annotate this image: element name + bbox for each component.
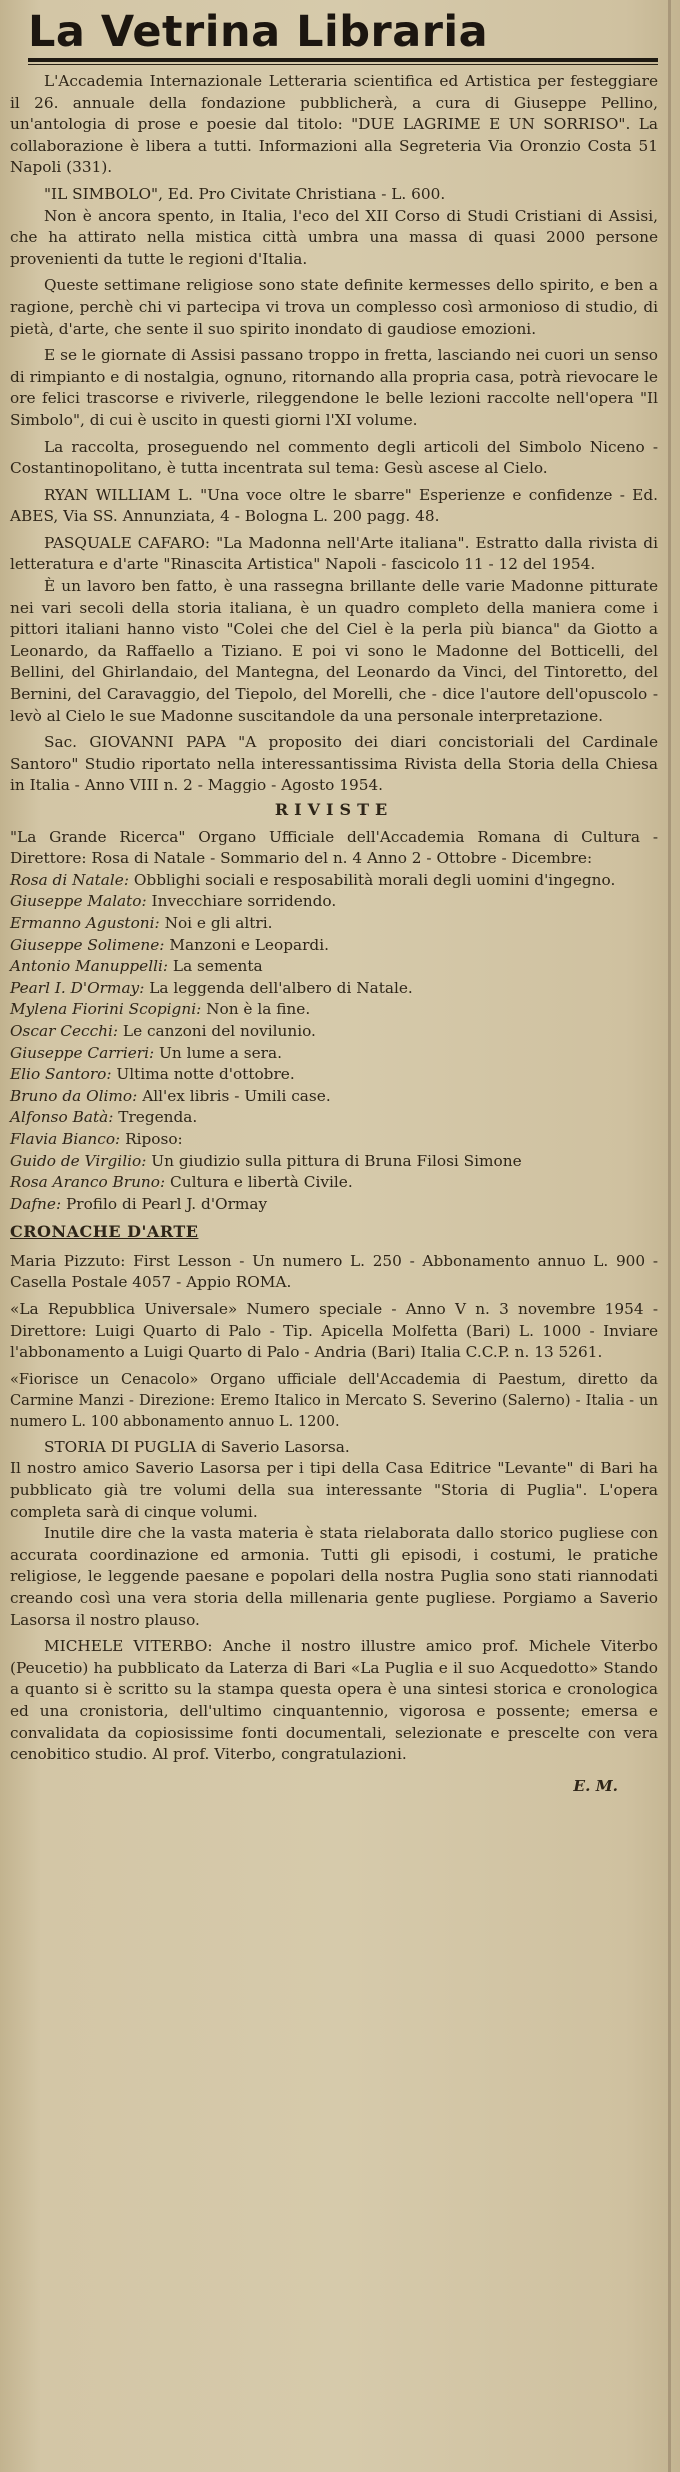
riviste-entry: [10, 1151, 658, 1173]
riviste-entry-author: Elio Santoro:: [10, 1065, 112, 1084]
accademia-paragraph: L'Accademia Internazionale Letteraria scientifica ed Artistica per festeggiare il 26. annuale della fondazione pubblicherà, a cura di Giuseppe Pellino, un'antologia di prose e poesie dal titolo: "DUE LAGRIME E UN SORRISO". La collaborazione è libera a tutti. Informazioni alla Segreteria Via Oronzio Costa 51 Napoli (331).: [10, 72, 658, 177]
riviste-entry-author: Dafne:: [10, 1194, 62, 1213]
riviste-entry-author: Bruno da Olimo:: [10, 1086, 138, 1105]
simbolo-paragraph-2: Queste settimane religiose sono state definite kermesses dello spirito, e ben a ragione, perchè chi vi partecipa vi trova un complesso così armonioso di studio, di pietà, d'arte, che sente il suo spirito inondato di gaudiose emozioni.: [10, 276, 658, 338]
riviste-entry-author: Oscar Cecchi:: [10, 1021, 119, 1040]
riviste-entry-author: Alfonso Batà:: [10, 1108, 114, 1127]
puglia-paragraph-2: Inutile dire che la vasta materia è stata rielaborata dallo storico pugliese con accurata coordinazione ed armonia. Tutti gli episodi, i costumi, le pratiche religiose, le leggende paesane e popolari della nostra Puglia sono stati riannodati creando così una vera storia della millenaria gente pugliese. Porgiamo a Saverio Lasorsa il nostro plauso.: [10, 1524, 658, 1629]
riviste-entry: [10, 1086, 658, 1108]
riviste-entry-author: Ermanno Agustoni:: [10, 913, 160, 932]
riviste-entry: [10, 1194, 658, 1216]
viterbo-paragraph: MICHELE VITERBO: Anche il nostro illustre amico prof. Michele Viterbo (Peucetio) ha pubblicato da Laterza di Bari «La Puglia e il suo Acquedotto» Stando a quanto si è scritto su la stampa questa opera è una sintesi storica e cronologica ed una cronistoria, dell'ultimo cinquantennio, vigorosa e possente; emersa e convalidata da copiosissime fonti documentali, selezionate e prescelte con vera cenobitico studio. Al prof. Viterbo, congratulazioni.: [10, 1637, 658, 1764]
riviste-entry-author: Rosa Aranco Bruno:: [10, 1173, 166, 1192]
riviste-entry: [10, 913, 658, 935]
riviste-entry: [10, 935, 658, 957]
riviste-entry: [10, 1064, 658, 1086]
riviste-entry-title: Manzoni e Leopardi.: [169, 935, 329, 954]
pizzuto-entry: Maria Pizzuto: First Lesson - Un numero L. 250 - Abbonamento annuo L. 900 - Casella Postale 4057 - Appio ROMA.: [10, 1251, 658, 1292]
riviste-entry: [10, 1107, 658, 1129]
riviste-entry: [10, 891, 658, 913]
signature: E. M.: [573, 1776, 618, 1795]
riviste-entry-title: Noi e gli altri.: [164, 913, 273, 932]
riviste-entry: [10, 999, 658, 1021]
masthead-title: La Vetrina Libraria: [28, 7, 489, 57]
riviste-intro: "La Grande Ricerca" Organo Ufficiale dell'Accademia Romana di Cultura - Direttore: Rosa di Natale - Sommario del n. 4 Anno 2 - Ottobre - Dicembre:: [10, 827, 658, 868]
cafaro-title: PASQUALE CAFARO: "La Madonna nell'Arte italiana". Estratto dalla rivista di letteratura e d'arte "Rinascita Artistica" Napoli - fascicolo 11 - 12 del 1954.: [10, 533, 658, 574]
riviste-entry-title: Obblighi sociali e resposabilità morali degli uomini d'ingegno.: [133, 870, 616, 889]
puglia-title: STORIA DI PUGLIA di Saverio Lasorsa.: [44, 1437, 350, 1456]
simbolo-title: "IL SIMBOLO", Ed. Pro Civitate Christiana - L. 600.: [44, 184, 446, 203]
riviste-entry-title: Un giudizio sulla pittura di Bruna Filosi Simone: [151, 1151, 522, 1170]
simbolo-paragraph-3: E se le giornate di Assisi passano troppo in fretta, lasciando nei cuori un senso di rimpianto e di nostalgia, ognuno, ritornando alla propria casa, potrà rievocare le ore felici trascorse e riviverle, rileggendone le belle lezioni raccolte nell'opera "Il Simbolo", di cui è uscito in questi giorni l'XI volume.: [10, 346, 658, 429]
cafaro-paragraph: È un lavoro ben fatto, è una rassegna brillante delle varie Madonne pitturate nei vari secoli della storia italiana, è un quadro completo della maniera come i pittori italiani hanno visto "Colei che del Ciel è la perla più bianca" da Giotto a Leonardo, da Raffaello a Tiziano. E poi vi sono le Madonne del Botticelli, del Bellini, del Ghirlandaio, del Mantegna, del Leonardo da Vinci, del Tintoretto, del Bernini, del Caravaggio, del Tiepolo, del Morelli, che - dice l'autore dell'opuscolo - levò al Cielo le sue Madonne suscitandole da una personale interpretazione.: [10, 577, 658, 725]
riviste-entry: [10, 1129, 658, 1151]
riviste-entry-author: Antonio Manuppelli:: [10, 957, 169, 976]
masthead-rule-thin: [28, 64, 658, 65]
riviste-entry-author: Flavia Bianco:: [10, 1129, 121, 1148]
masthead-rule-thick: [28, 58, 658, 62]
riviste-entry-author: Guido de Virgilio:: [10, 1151, 147, 1170]
riviste-entry-title: La leggenda dell'albero di Natale.: [149, 978, 413, 997]
riviste-entry: [10, 1043, 658, 1065]
simbolo-paragraph-1: Non è ancora spento, in Italia, l'eco del XII Corso di Studi Cristiani di Assisi, che ha attirato nella mistica città umbra una massa di quasi 2000 persone provenienti da tutte le regioni d'Italia.: [10, 206, 658, 268]
riviste-entry-title: Cultura e libertà Civile.: [170, 1173, 353, 1192]
papa-review: Sac. GIOVANNI PAPA "A proposito dei diari concistoriali del Cardinale Santoro" Studio riportato nella interessantissima Rivista della Storia della Chiesa in Italia - Anno VIII n. 2 - Maggio - Agosto 1954.: [10, 733, 658, 795]
page-edge-line: [668, 0, 671, 2472]
riviste-entry-author: Rosa di Natale:: [10, 870, 129, 889]
riviste-entry-title: Le canzoni del novilunio.: [122, 1021, 316, 1040]
riviste-entry-author: Giuseppe Malato:: [10, 892, 147, 911]
riviste-entry-title: Non è la fine.: [206, 1000, 311, 1019]
riviste-list: [10, 870, 658, 1216]
riviste-entry: [10, 870, 658, 892]
repubblica-entry: «La Repubblica Universale» Numero speciale - Anno V n. 3 novembre 1954 - Direttore: Luigi Quarto di Palo - Tip. Apicella Molfetta (Bari) L. 1000 - Inviare l'abbonamento a Luigi Quarto di Palo - Andria (Bari) Italia C.C.P. n. 13 5261.: [10, 1300, 658, 1362]
riviste-entry: [10, 1021, 658, 1043]
riviste-entry-author: Giuseppe Carrieri:: [10, 1043, 155, 1062]
riviste-entry-title: La sementa: [172, 957, 263, 976]
cronache-heading: CRONACHE D'ARTE: [10, 1222, 199, 1242]
riviste-entry-title: Profilo di Pearl J. d'Ormay: [65, 1194, 268, 1213]
riviste-heading: RIVISTE: [274, 800, 394, 819]
puglia-paragraph-1: Il nostro amico Saverio Lasorsa per i tipi della Casa Editrice "Levante" di Bari ha pubblicato già tre volumi della sua interessante "Storia di Puglia". L'opera completa sarà di cinque volumi.: [10, 1459, 658, 1521]
riviste-entry: [10, 978, 658, 1000]
riviste-entry-author: Mylena Fiorini Scopigni:: [10, 1000, 202, 1019]
article-body: [10, 71, 658, 1797]
riviste-entry-title: Tregenda.: [118, 1108, 198, 1127]
riviste-entry-title: All'ex libris - Umili case.: [142, 1086, 331, 1105]
riviste-entry-author: Pearl I. D'Ormay:: [10, 978, 145, 997]
riviste-entry: [10, 1172, 658, 1194]
riviste-entry: [10, 956, 658, 978]
riviste-entry-title: Invecchiare sorridendo.: [151, 892, 337, 911]
riviste-entry-title: Un lume a sera.: [159, 1043, 282, 1062]
simbolo-paragraph-4: La raccolta, proseguendo nel commento degli articoli del Simbolo Niceno - Costantinopolitano, è tutta incentrata sul tema: Gesù ascese al Cielo.: [10, 437, 658, 478]
riviste-entry-title: Ultima notte d'ottobre.: [116, 1065, 295, 1084]
riviste-entry-author: Giuseppe Solimene:: [10, 935, 165, 954]
riviste-entry-title: Riposo:: [125, 1129, 183, 1148]
cenacolo-entry: «Fiorisce un Cenacolo» Organo ufficiale dell'Accademia di Paestum, diretto da Carmine Manzi - Direzione: Eremo Italico in Mercato S. Severino (Salerno) - Italia - un numero L. 100 abbonamento annuo L. 1200.: [10, 1370, 658, 1430]
ryan-review: RYAN WILLIAM L. "Una voce oltre le sbarre" Esperienze e confidenze - Ed. ABES, Via SS. Annunziata, 4 - Bologna L. 200 pagg. 48.: [10, 485, 658, 526]
